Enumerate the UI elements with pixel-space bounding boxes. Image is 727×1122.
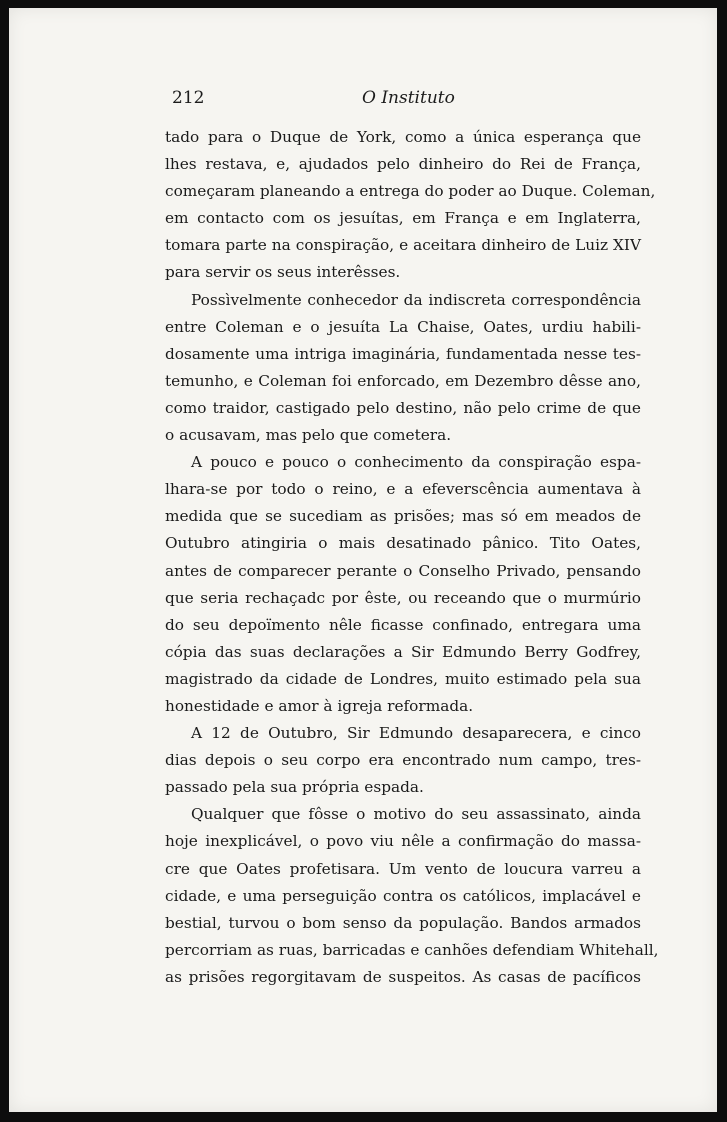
- text-line: dosamente uma intriga imaginária, fundamentada nesse tes-: [165, 344, 641, 363]
- text-line: dias depois o seu corpo era encontrado num campo, tres-: [165, 751, 641, 770]
- text-line: tado para o Duque de York, como a única esperança que: [165, 128, 641, 146]
- text-line: honestidade e amor à igreja reformada.: [165, 696, 474, 715]
- text-line: como traidor, castigado pelo destino, não pelo crime de que: [165, 398, 641, 417]
- text-line: antes de comparecer perante o Conselho Privado, pensando: [165, 561, 641, 580]
- text-line: lhara-se por todo o reino, e a efeverscência aumentava à: [165, 480, 641, 499]
- paragraph: [165, 801, 659, 991]
- text-line: Outubro atingiria o mais desatinado pânico. Tito Oates,: [165, 534, 641, 553]
- text-line: para servir os seus interêsses.: [165, 263, 401, 282]
- body-text: [165, 124, 659, 991]
- running-title: O Instituto: [362, 88, 455, 108]
- page-number: 212: [172, 88, 205, 108]
- text-line: Possìvelmente conhecedor da indiscreta correspondência: [191, 290, 641, 309]
- text-line: do seu depoïmento nêle ficasse confinado, entregara uma: [165, 615, 641, 634]
- paragraph: [165, 449, 641, 720]
- text-line: que seria rechaçadc por êste, ou receando que o murmúrio: [165, 588, 641, 607]
- text-line: lhes restava, e, ajudados pelo dinheiro do Rei de França,: [165, 155, 641, 174]
- text-line: cre que Oates profetisara. Um vento de loucura varreu a: [165, 859, 641, 878]
- paragraph: [165, 287, 641, 450]
- text-line: cidade, e uma perseguição contra os católicos, implacável e: [165, 886, 641, 905]
- text-line: percorriam as ruas, barricadas e canhões defendiam Whitehall,: [165, 940, 659, 959]
- text-line: hoje inexplicável, o povo viu nêle a confirmação do massa-: [165, 832, 641, 851]
- text-line: Qualquer que fôsse o motivo do seu assassinato, ainda: [191, 805, 641, 824]
- text-line: temunho, e Coleman foi enforcado, em Dezembro dêsse ano,: [165, 371, 641, 390]
- text-line: o acusavam, mas pelo que cometera.: [165, 426, 452, 445]
- paragraph: [165, 124, 656, 287]
- text-line: medida que se sucediam as prisões; mas só em meados de: [165, 507, 641, 526]
- text-line: bestial, turvou o bom senso da população. Bandos armados: [165, 913, 641, 932]
- text-line: magistrado da cidade de Londres, muito estimado pela sua: [165, 669, 641, 688]
- text-line: começaram planeando a entrega do poder ao Duque. Coleman,: [165, 182, 656, 201]
- text-line: tomara parte na conspiração, e aceitara dinheiro de Luiz XIV: [165, 236, 641, 255]
- text-line: passado pela sua própria espada.: [165, 778, 424, 797]
- text-line: em contacto com os jesuítas, em França e em Inglaterra,: [165, 209, 641, 228]
- running-head: [172, 88, 532, 114]
- paragraph: [165, 720, 641, 801]
- text-line: entre Coleman e o jesuíta La Chaise, Oates, urdiu habili-: [165, 317, 641, 336]
- text-line: A 12 de Outubro, Sir Edmundo desaparecera, e cinco: [191, 724, 641, 743]
- text-line: A pouco e pouco o conhecimento da conspiração espa-: [191, 453, 641, 472]
- text-line: cópia das suas declarações a Sir Edmundo Berry Godfrey,: [165, 642, 641, 661]
- text-line: as prisões regorgitavam de suspeitos. As casas de pacíficos: [165, 967, 641, 986]
